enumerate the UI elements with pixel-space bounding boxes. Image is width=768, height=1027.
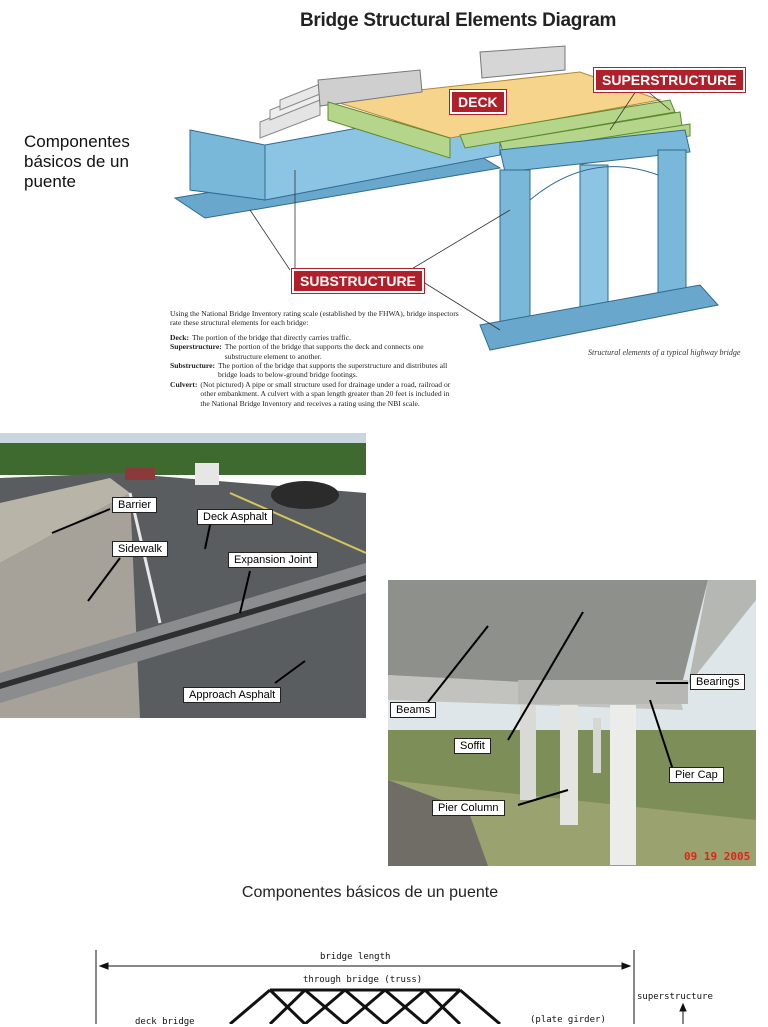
road-surface-photo [0,433,366,718]
sidewalk-callout: Sidewalk [112,541,168,557]
diagram-caption: Structural elements of a typical highway bridge [588,348,741,357]
definition-text: The portion of the bridge that supports the superstructure and distributes all bridge loads to below-ground bridge footings. [218,361,448,380]
beams-callout: Beams [390,702,436,718]
bearings-callout: Bearings [690,674,745,690]
bottom-title: Componentes básicos de un puente [241,884,499,901]
bridge-length-label: bridge length [320,952,391,962]
definition-term: Substructure: [170,361,216,371]
deck-label: DECK [450,90,506,114]
through-bridge-label: through bridge (truss) [303,975,423,985]
definition-term: Deck: [170,332,189,342]
pier-column-callout: Pier Column [432,800,505,816]
diagram-title: Bridge Structural Elements Diagram [300,10,617,31]
definitions-block [170,309,460,408]
definition-text: (Not pictured) A pipe or small structure used for drainage under a road, railroad or other embankment. A culvert with a span length greater than 20 feet is included in the National Bridge Inventory and receives a rating using the NBI scale. [200,379,451,408]
expansion-joint-callout: Expansion Joint [228,552,318,568]
pier-cap-callout: Pier Cap [669,767,724,783]
definition-item [170,342,460,361]
superstructure-schematic-label: superstructure [637,992,713,1002]
under-bridge-photo [388,580,756,866]
bridge-schematic [0,948,768,1027]
definition-item [170,380,460,408]
definition-term: Superstructure: [170,342,222,352]
definition-item [170,333,460,342]
soffit-callout: Soffit [454,738,491,754]
substructure-label: SUBSTRUCTURE [292,269,424,293]
date-stamp: 09 19 2005 [684,850,751,863]
deck-asphalt-callout: Deck Asphalt [197,509,273,525]
deck-bridge-label: deck bridge [135,1017,195,1027]
road-callout-arrows [0,433,366,718]
definition-text: The portion of the bridge that supports the deck and connects one substructure element to another. [224,342,424,361]
definition-term: Culvert: [170,379,198,389]
plate-girder-label: (plate girder) [530,1015,606,1025]
definitions-intro: Using the National Bridge Inventory rating scale (established by the FHWA), bridge inspectors rate these structural elements for each bridge: [170,309,459,328]
under-bridge-callout-arrows [388,580,756,866]
barrier-callout: Barrier [112,497,157,513]
definition-item [170,361,460,380]
definition-text: The portion of the bridge that directly carries traffic. [191,332,352,342]
approach-asphalt-callout: Approach Asphalt [183,687,281,703]
superstructure-label: SUPERSTRUCTURE [594,68,745,92]
side-title: Componentes básicos de un puente [24,132,130,191]
